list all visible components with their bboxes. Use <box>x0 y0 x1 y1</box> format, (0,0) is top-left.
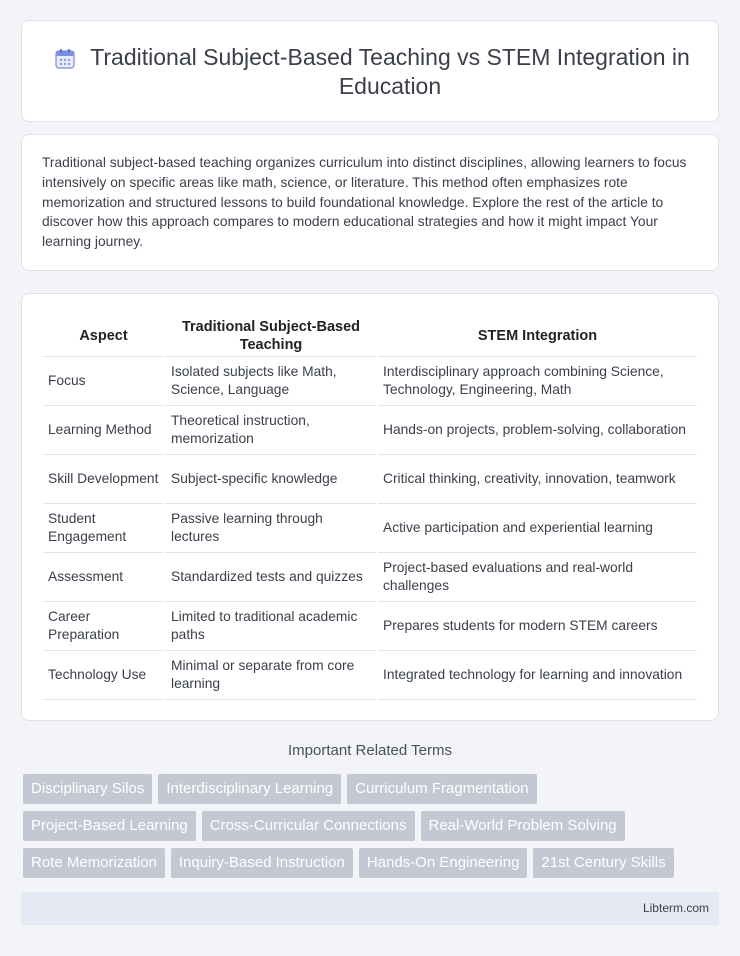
header-stem: STEM Integration <box>378 314 697 357</box>
comparison-card <box>21 293 719 721</box>
table-cell-traditional: Isolated subjects like Math, Science, Language <box>166 357 376 406</box>
table-cell-stem: Prepares students for modern STEM careers <box>378 602 697 651</box>
tag-disciplinary-silos[interactable]: Disciplinary Silos <box>23 774 152 804</box>
tag-rote-memorization[interactable]: Rote Memorization <box>23 848 165 878</box>
table-cell-stem: Active participation and experiential learning <box>378 504 697 553</box>
footer <box>21 892 719 925</box>
tag-row <box>23 811 723 841</box>
header-aspect: Aspect <box>43 314 164 357</box>
table-row <box>43 357 697 406</box>
tag-project-based-learning[interactable]: Project-Based Learning <box>23 811 196 841</box>
table-cell-stem: Integrated technology for learning and innovation <box>378 651 697 700</box>
table-cell-aspect: Learning Method <box>43 406 164 455</box>
table-row <box>43 455 697 504</box>
tag-curriculum-fragmentation[interactable]: Curriculum Fragmentation <box>347 774 536 804</box>
table-row <box>43 651 697 700</box>
tag-hands-on-engineering[interactable]: Hands-On Engineering <box>359 848 528 878</box>
tag-row <box>23 848 723 878</box>
table-cell-traditional: Minimal or separate from core learning <box>166 651 376 700</box>
table-cell-aspect: Assessment <box>43 553 164 602</box>
table-cell-stem: Project-based evaluations and real-world challenges <box>378 553 697 602</box>
table-row <box>43 553 697 602</box>
table-cell-aspect: Career Preparation <box>43 602 164 651</box>
table-cell-traditional: Theoretical instruction, memorization <box>166 406 376 455</box>
tag-inquiry-based-instruction[interactable]: Inquiry-Based Instruction <box>171 848 353 878</box>
header-card <box>21 20 719 122</box>
tag-row <box>23 774 723 804</box>
header-traditional: Traditional Subject-Based Teaching <box>166 314 376 357</box>
table-cell-aspect: Focus <box>43 357 164 406</box>
table-cell-stem: Hands-on projects, problem-solving, collaboration <box>378 406 697 455</box>
page-title: Traditional Subject-Based Teaching vs STEM Integration in Education <box>90 44 690 99</box>
table-cell-stem: Critical thinking, creativity, innovation, teamwork <box>378 455 697 504</box>
intro-card <box>21 134 719 271</box>
table-cell-aspect: Skill Development <box>43 455 164 504</box>
table-cell-traditional: Passive learning through lectures <box>166 504 376 553</box>
footer-site-link[interactable]: Libterm.com <box>642 901 709 915</box>
table-cell-traditional: Standardized tests and quizzes <box>166 553 376 602</box>
related-terms-list <box>23 774 723 885</box>
table-cell-traditional: Limited to traditional academic paths <box>166 602 376 651</box>
tag-21st-century-skills[interactable]: 21st Century Skills <box>533 848 673 878</box>
tag-real-world-problem-solving[interactable]: Real-World Problem Solving <box>421 811 625 841</box>
table-row <box>43 602 697 651</box>
table-header-row <box>43 314 697 357</box>
intro-paragraph: Traditional subject-based teaching organizes curriculum into distinct disciplines, allowing learners to focus intensively on specific areas like math, science, or literature. This method often emphasizes rote memorization and structured lessons to build foundational knowledge. Explore the rest of the article to discover how this approach compares to modern educational strategies and how it might impact Your learning journey. <box>42 155 687 250</box>
table-cell-aspect: Student Engagement <box>43 504 164 553</box>
table-cell-traditional: Subject-specific knowledge <box>166 455 376 504</box>
comparison-table <box>41 314 699 700</box>
tag-interdisciplinary-learning[interactable]: Interdisciplinary Learning <box>158 774 341 804</box>
table-row <box>43 504 697 553</box>
table-cell-aspect: Technology Use <box>43 651 164 700</box>
tag-cross-curricular-connections[interactable]: Cross-Curricular Connections <box>202 811 415 841</box>
table-cell-stem: Interdisciplinary approach combining Science, Technology, Engineering, Math <box>378 357 697 406</box>
table-row <box>43 406 697 455</box>
related-terms-heading: Important Related Terms <box>288 742 452 759</box>
